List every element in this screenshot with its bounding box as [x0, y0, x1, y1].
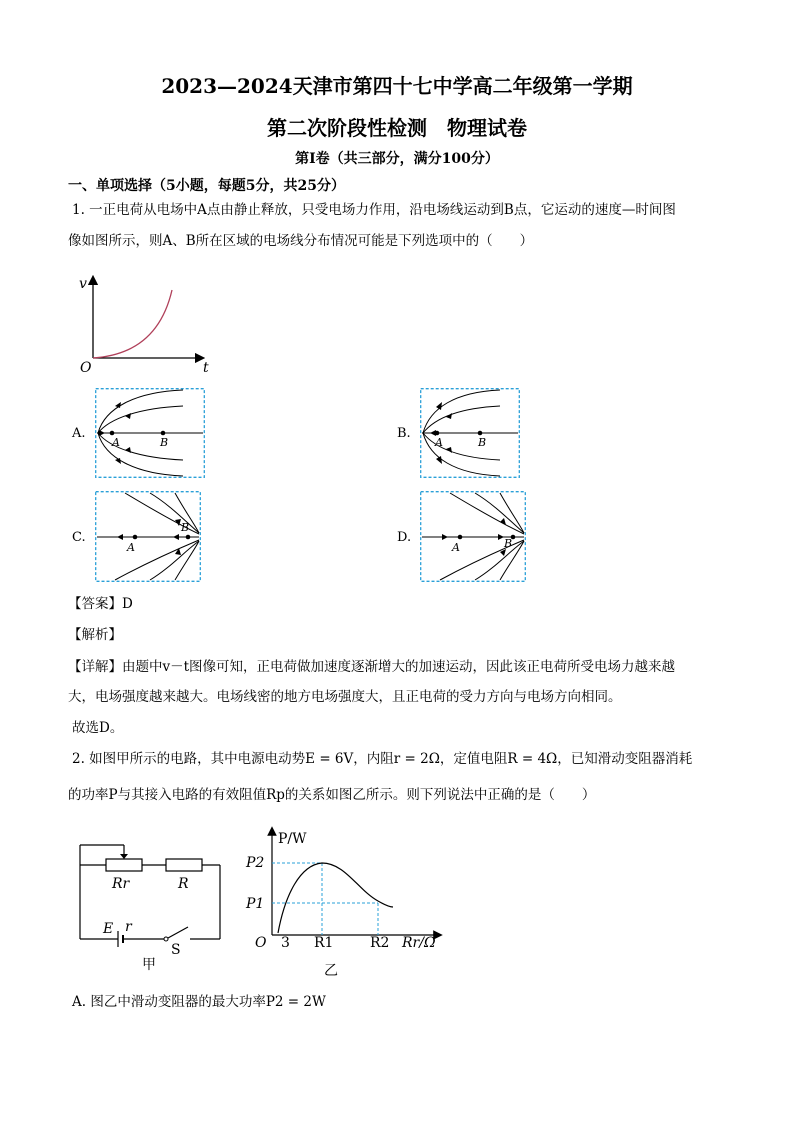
- emf-label: E: [103, 921, 114, 937]
- point-b-label: B: [160, 436, 169, 449]
- part-heading: 第Ⅰ卷（共三部分，满分100分）: [295, 151, 499, 167]
- switch-symbol: [164, 937, 168, 941]
- page-title: 2023—2024天津市第四十七中学高二年级第一学期: [161, 74, 633, 98]
- tick-3-label: 3: [281, 935, 290, 951]
- q2-stem-line1: 2. 如图甲所示的电路，其中电源电动势E = 6V，内阻r = 2Ω，定值电阻R = 4Ω，已知滑动变阻器消耗: [72, 751, 693, 767]
- q1-stem-line1: 1. 一正电荷从电场中A点由静止释放，只受电场力作用，沿电场线运动到B点，它运动的速度—时间图: [72, 202, 676, 218]
- origin-label: O: [80, 360, 92, 376]
- circuit-diagram: [70, 835, 230, 980]
- option-b-field-diagram: [420, 388, 520, 478]
- origin-label: O: [255, 935, 267, 951]
- q2-option-a: A. 图乙中滑动变阻器的最大功率P2 = 2W: [72, 994, 326, 1010]
- q1-detail-line1: 【详解】由题中v－t图像可知，正电荷做加速度逐渐增大的加速运动，因此该正电荷所受电场力越来越: [68, 659, 676, 675]
- option-c-field-diagram: [95, 491, 201, 582]
- power-graph: [240, 825, 450, 980]
- p2-label: P2: [246, 855, 265, 871]
- point-b-label: B: [181, 521, 190, 534]
- v-axis-label: v: [79, 276, 87, 292]
- resistor-symbol: [166, 859, 202, 871]
- rheostat-label: Rr: [112, 876, 130, 892]
- p-axis-label: P/W: [278, 831, 307, 847]
- resistor-label: R: [178, 876, 189, 892]
- graph-caption: 乙: [324, 963, 338, 979]
- option-d-field-diagram: [420, 491, 526, 582]
- p1-label: P1: [246, 896, 265, 912]
- internal-resistance-label: r: [125, 919, 132, 935]
- q1-stem-line2: 像如图所示，则A、B所在区域的电场线分布情况可能是下列选项中的（ ）: [68, 233, 534, 249]
- r1-label: R1: [314, 935, 334, 951]
- point-b-label: B: [504, 537, 513, 550]
- option-d-label: D.: [397, 530, 412, 545]
- section-heading: 一、单项选择（5小题，每题5分，共25分）: [68, 178, 345, 194]
- option-c-label: C.: [72, 530, 86, 545]
- rheostat-symbol: [106, 859, 142, 871]
- point-b-label: B: [478, 436, 487, 449]
- rr-axis-label: Rr/Ω: [402, 935, 436, 951]
- q1-analysis-heading: 【解析】: [68, 627, 122, 643]
- exam-subtitle: 第二次阶段性检测 物理试卷: [267, 116, 527, 140]
- point-a-label: A: [112, 436, 120, 449]
- point-a-label: A: [127, 541, 135, 554]
- switch-label: S: [171, 942, 181, 958]
- q1-detail-line2: 大，电场强度越来越大。电场线密的地方电场强度大，且正电荷的受力方向与电场方向相同。: [68, 689, 622, 705]
- q1-conclusion: 故选D。: [72, 720, 124, 736]
- option-b-label: B.: [397, 426, 411, 441]
- option-a-field-diagram: [95, 388, 205, 478]
- vt-graph: [75, 272, 215, 377]
- q1-answer: 【答案】D: [68, 596, 133, 612]
- r2-label: R2: [370, 935, 390, 951]
- option-a-label: A.: [72, 426, 86, 441]
- circuit-caption: 甲: [142, 957, 156, 973]
- point-a-label: A: [452, 541, 460, 554]
- q2-stem-line2: 的功率P与其接入电路的有效阻值Rp的关系如图乙所示。则下列说法中正确的是（ ）: [68, 787, 596, 803]
- point-a-label: A: [435, 436, 443, 449]
- power-curve: [278, 863, 393, 933]
- velocity-curve: [93, 290, 172, 358]
- t-axis-label: t: [203, 360, 209, 376]
